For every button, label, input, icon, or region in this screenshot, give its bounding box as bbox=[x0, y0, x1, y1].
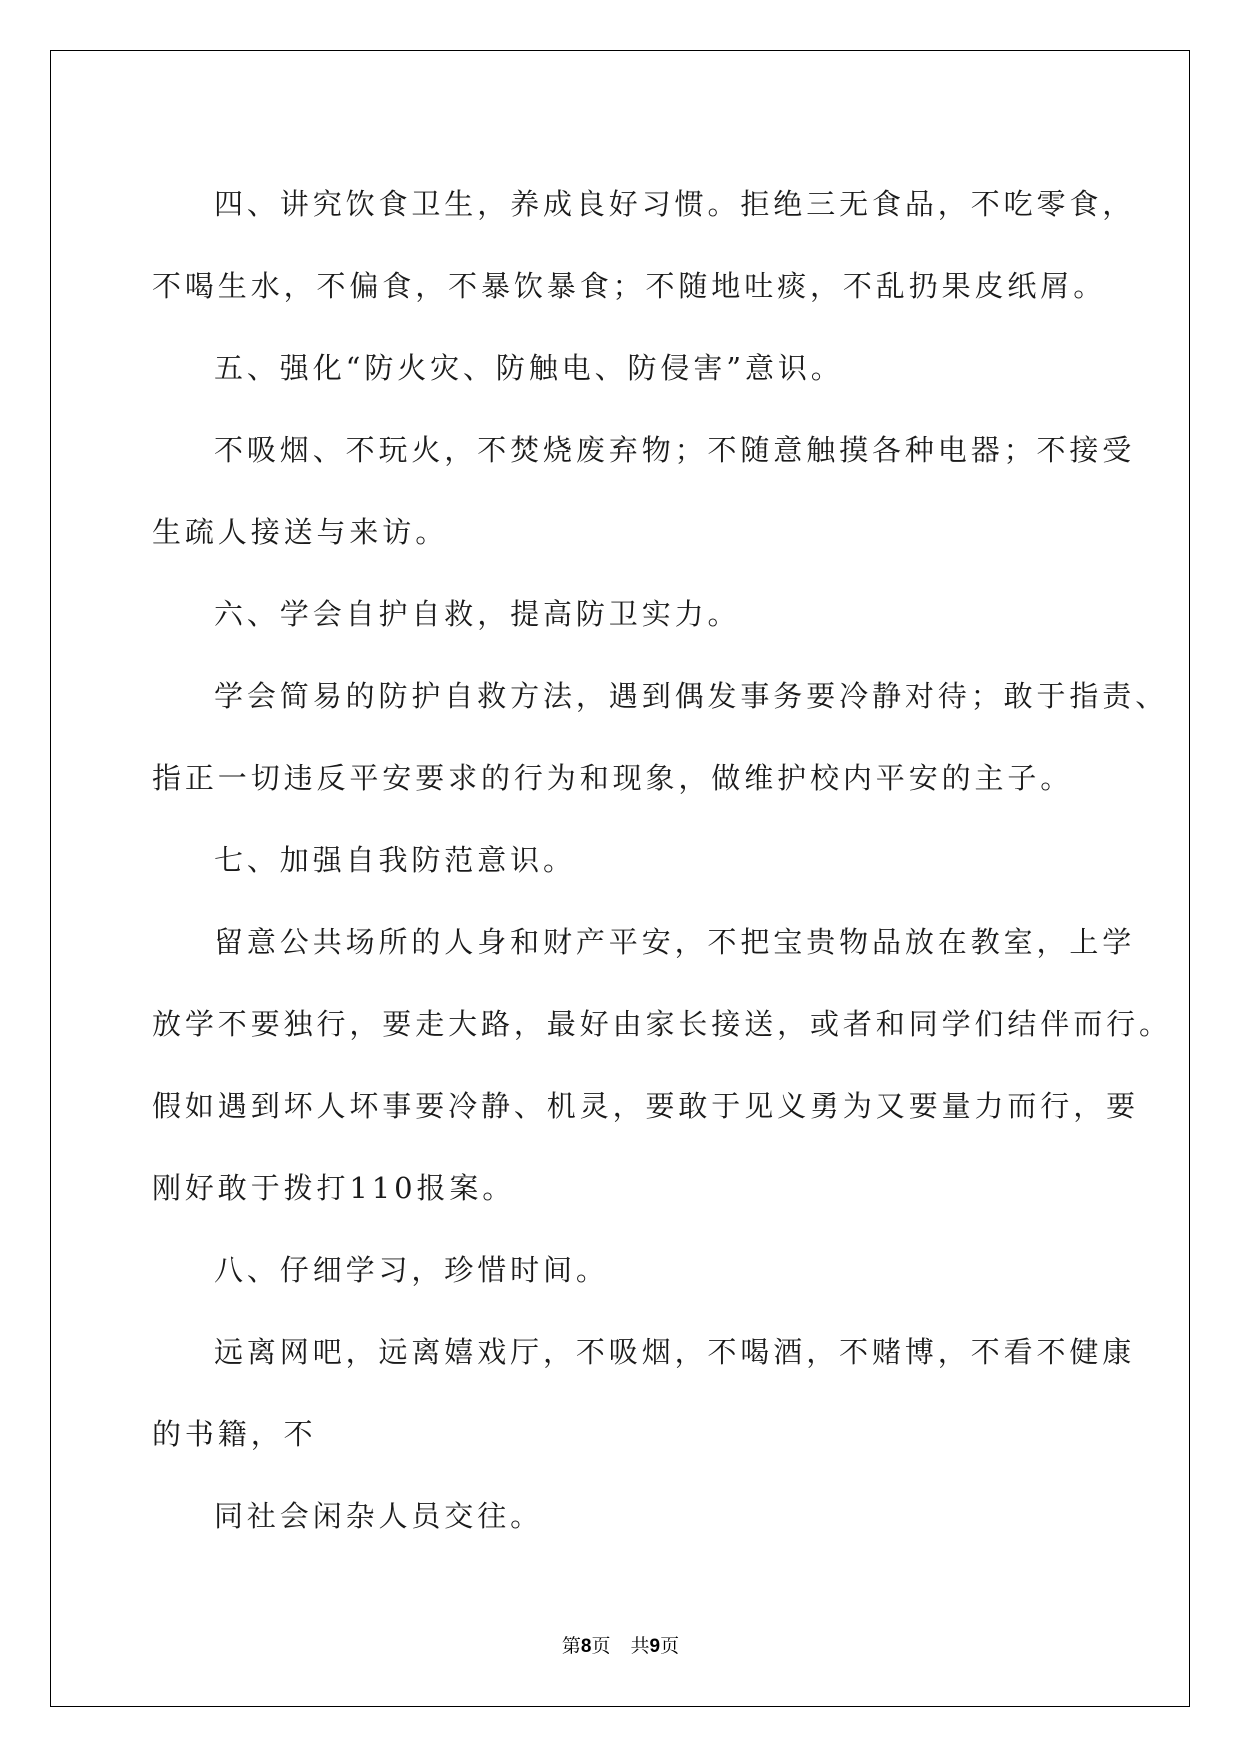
section-heading: 八、仔细学习，珍惜时间。 bbox=[214, 1253, 609, 1287]
paragraph-line: 生疏人接送与来访。 bbox=[152, 515, 449, 549]
paragraph-line: 刚好敢于拨打110报案。 bbox=[152, 1171, 516, 1205]
paragraph-line: 不喝生水，不偏食，不暴饮暴食；不随地吐痰，不乱扔果皮纸屑。 bbox=[152, 269, 1107, 303]
paragraph-line: 远离网吧，远离嬉戏厅，不吸烟，不喝酒，不赌博，不看不健康 bbox=[214, 1335, 1136, 1369]
paragraph-line: 留意公共场所的人身和财产平安，不把宝贵物品放在教室，上学 bbox=[214, 925, 1136, 959]
page-number: 8 bbox=[580, 1636, 592, 1657]
paragraph-line: 四、讲究饮食卫生，养成良好习惯。拒绝三无食品，不吃零食， bbox=[214, 187, 1136, 221]
page-label-suffix: 页 bbox=[591, 1635, 611, 1657]
paragraph-line: 不吸烟、不玩火，不焚烧废弃物；不随意触摸各种电器；不接受 bbox=[214, 433, 1136, 467]
document-body bbox=[152, 163, 1172, 1557]
total-pages: 9 bbox=[649, 1636, 661, 1657]
page-label-prefix: 第 bbox=[561, 1635, 581, 1657]
total-label-suffix: 页 bbox=[660, 1635, 680, 1657]
page-footer bbox=[0, 1631, 1241, 1658]
total-label-prefix: 共 bbox=[630, 1635, 650, 1657]
paragraph-line: 的书籍，不 bbox=[152, 1417, 317, 1451]
paragraph-line: 学会简易的防护自救方法，遇到偶发事务要冷静对待；敢于指责、 bbox=[214, 679, 1169, 713]
section-heading: 六、学会自护自救，提高防卫实力。 bbox=[214, 597, 741, 631]
paragraph-line: 指正一切违反平安要求的行为和现象，做维护校内平安的主子。 bbox=[152, 761, 1074, 795]
paragraph-line: 放学不要独行，要走大路，最好由家长接送，或者和同学们结伴而行。 bbox=[152, 1007, 1172, 1041]
section-heading: 五、强化“防火灾、防触电、防侵害”意识。 bbox=[214, 351, 844, 385]
section-heading: 七、加强自我防范意识。 bbox=[214, 843, 576, 877]
paragraph-line: 假如遇到坏人坏事要冷静、机灵，要敢于见义勇为又要量力而行，要 bbox=[152, 1089, 1140, 1123]
paragraph-line: 同社会闲杂人员交往。 bbox=[214, 1499, 544, 1533]
